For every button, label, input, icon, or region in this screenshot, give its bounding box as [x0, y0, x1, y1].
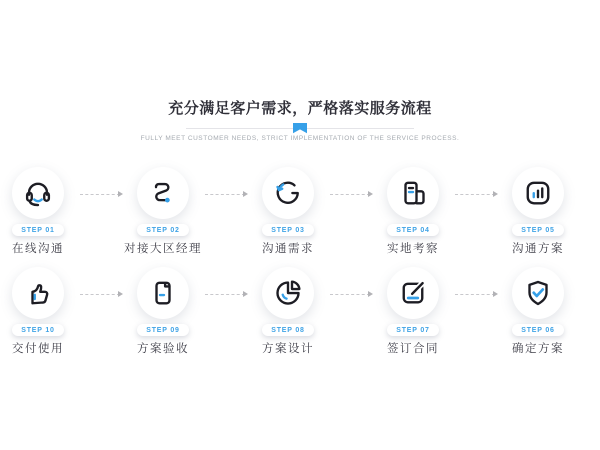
step-label: 实地考察 — [387, 243, 439, 255]
bar-chart-icon — [523, 178, 553, 208]
pie-chart-icon — [273, 278, 303, 308]
step-circle — [387, 267, 439, 319]
step-02 — [108, 167, 218, 256]
step-label: 对接大区经理 — [124, 243, 202, 255]
headset-icon — [23, 178, 53, 208]
shield-check-icon — [523, 278, 553, 308]
step-badge: STEP 05 — [512, 224, 564, 236]
step-badge: STEP 10 — [12, 324, 64, 336]
title-divider — [186, 128, 414, 129]
step-05 — [483, 167, 593, 256]
ribbon-icon — [293, 123, 308, 134]
step-badge: STEP 02 — [137, 224, 189, 236]
step-circle — [137, 267, 189, 319]
step-circle — [387, 167, 439, 219]
step-06 — [483, 267, 593, 356]
step-label: 交付使用 — [12, 343, 64, 355]
step-label: 签订合同 — [387, 343, 439, 355]
step-badge: STEP 06 — [512, 324, 564, 336]
step-04 — [358, 167, 468, 256]
step-badge: STEP 08 — [262, 324, 314, 336]
process-row-top — [0, 167, 600, 257]
step-circle — [262, 167, 314, 219]
step-badge: STEP 04 — [387, 224, 439, 236]
step-badge: STEP 07 — [387, 324, 439, 336]
sync-arrows-icon — [273, 178, 303, 208]
document-check-icon — [148, 278, 178, 308]
step-label: 确定方案 — [512, 343, 564, 355]
step-label: 方案设计 — [262, 343, 314, 355]
step-label: 在线沟通 — [12, 243, 64, 255]
buildings-icon — [398, 178, 428, 208]
step-label: 沟通方案 — [512, 243, 564, 255]
page-title: 充分满足客户需求，严格落实服务流程 — [168, 100, 432, 117]
step-label: 沟通需求 — [262, 243, 314, 255]
sign-contract-icon — [398, 278, 428, 308]
step-badge: STEP 01 — [12, 224, 64, 236]
step-circle — [512, 267, 564, 319]
route-icon — [148, 178, 178, 208]
process-row-bottom — [0, 267, 600, 357]
step-08 — [233, 267, 343, 356]
step-label: 方案验收 — [137, 343, 189, 355]
step-circle — [137, 167, 189, 219]
step-01 — [0, 167, 93, 256]
step-circle — [262, 267, 314, 319]
thumbs-up-icon — [23, 278, 53, 308]
step-03 — [233, 167, 343, 256]
section-subtitle: FULLY MEET CUSTOMER NEEDS, STRICT IMPLEMENTATION OF THE SERVICE PROCESS. — [140, 135, 460, 142]
step-circle — [12, 267, 64, 319]
step-circle — [512, 167, 564, 219]
step-circle — [12, 167, 64, 219]
step-10 — [0, 267, 93, 356]
step-09 — [108, 267, 218, 356]
step-07 — [358, 267, 468, 356]
section-header — [0, 99, 600, 119]
step-badge: STEP 03 — [262, 224, 314, 236]
step-badge: STEP 09 — [137, 324, 189, 336]
